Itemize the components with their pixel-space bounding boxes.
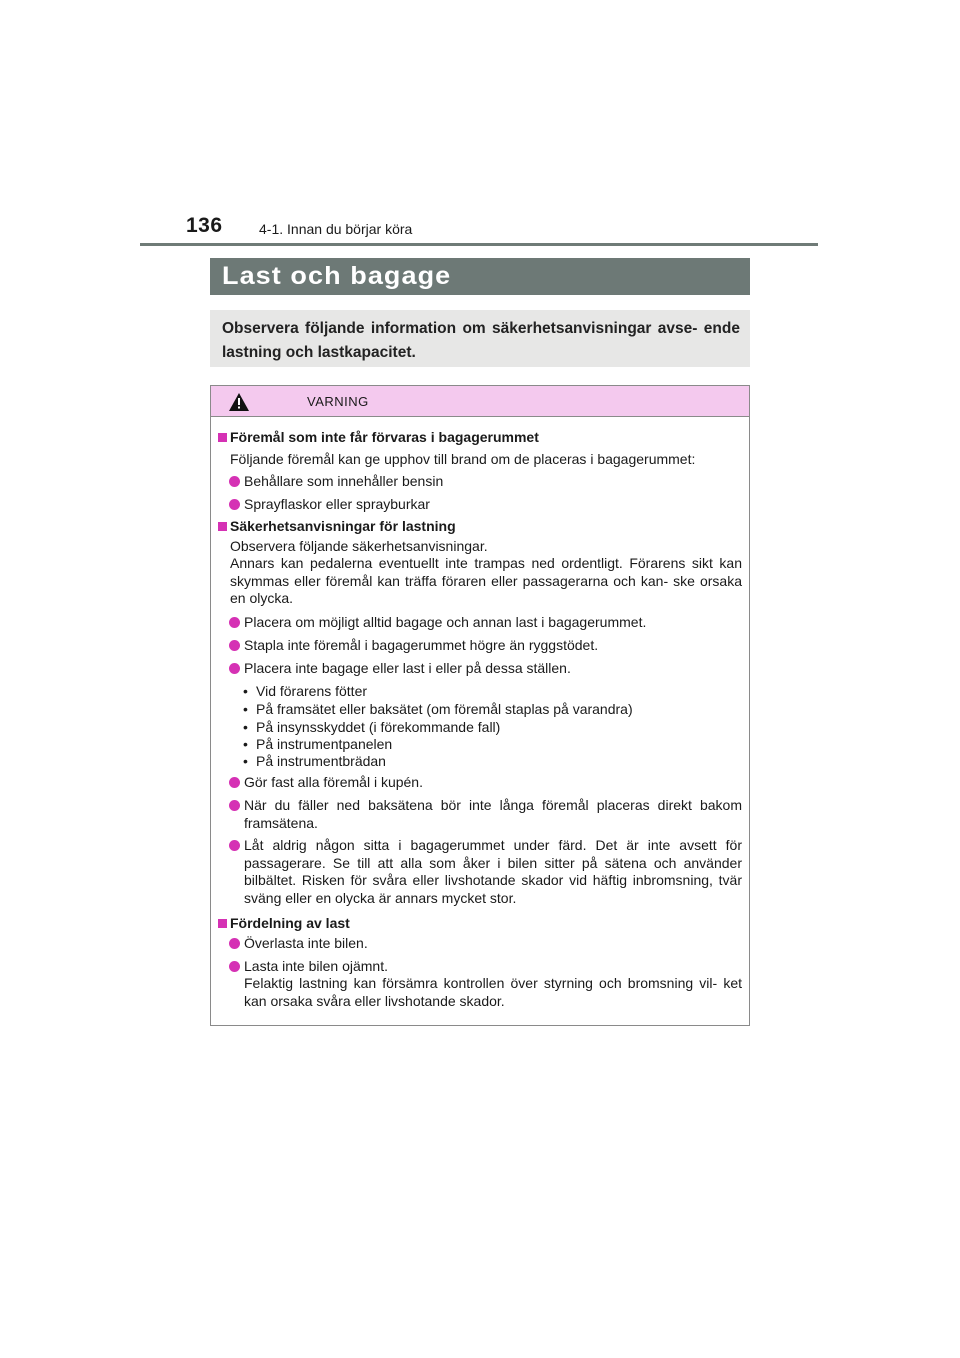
intro-box: [210, 310, 750, 367]
round-bullet-icon: [229, 938, 240, 949]
list-item: Låt aldrig någon sitta i bagagerummet under färd. Det är inte avsett för passagerare. Se till att alla som åker i bilen sitter på sätena och använder bilbältet. Risken för svåra eller livshotande skador vid häftig inbromsning, tvär sväng eller en olycka är annars mycket stor.: [244, 837, 742, 906]
section-heading: Föremål som inte får förvaras i bagagerummet: [230, 429, 539, 445]
list-item: Behållare som innehåller bensin: [244, 473, 444, 489]
section-paragraph: Felaktig lastning kan försämra kontrollen över styrning och bromsning vil- ket kan orsaka svåra eller livshotande skador.: [244, 975, 742, 1009]
list-item: Överlasta inte bilen.: [244, 935, 368, 951]
section-title-bar: [210, 258, 750, 295]
list-item: När du fäller ned baksätena bör inte långa föremål placeras direkt bakom framsätena.: [244, 797, 742, 831]
sub-list-item: På insynsskyddet (i förekommande fall): [256, 719, 501, 735]
warning-box: [210, 385, 750, 1026]
list-item: Placera om möjligt alltid bagage och annan last i bagagerummet.: [244, 614, 647, 630]
list-item: Lasta inte bilen ojämnt.: [244, 958, 388, 974]
round-bullet-icon: [229, 961, 240, 972]
round-bullet-icon: [229, 617, 240, 628]
section-heading: Fördelning av last: [230, 915, 350, 931]
warning-label: VARNING: [307, 394, 369, 409]
list-item: Stapla inte föremål i bagagerummet högre än ryggstödet.: [244, 637, 599, 653]
sub-bullet-icon: •: [243, 753, 248, 769]
list-item: Placera inte bagage eller last i eller på dessa ställen.: [244, 660, 571, 676]
sub-bullet-icon: •: [243, 719, 248, 735]
section-text: Observera följande säkerhetsanvisningar.: [230, 538, 488, 554]
round-bullet-icon: [229, 499, 240, 510]
round-bullet-icon: [229, 640, 240, 651]
section-text: Följande föremål kan ge upphov till brand om de placeras i bagagerummet:: [230, 451, 696, 467]
section-paragraph: Annars kan pedalerna eventuellt inte trampas ned ordentligt. Förarens sikt kan skymmas eller föremål kan träffa föraren eller passagerarna och kan- ske orsaka en olycka.: [230, 555, 742, 606]
page-number: 136: [186, 214, 223, 237]
warning-triangle-icon: [229, 393, 249, 411]
round-bullet-icon: [229, 777, 240, 788]
breadcrumb: 4-1. Innan du börjar köra: [259, 221, 413, 237]
sub-bullet-icon: •: [243, 701, 248, 717]
sub-list-item: Vid förarens fötter: [256, 683, 368, 699]
square-bullet-icon: [218, 522, 227, 531]
section-heading: Säkerhetsanvisningar för lastning: [230, 518, 456, 534]
round-bullet-icon: [229, 840, 240, 851]
warning-header: [211, 386, 749, 417]
sub-bullet-icon: •: [243, 736, 248, 752]
round-bullet-icon: [229, 476, 240, 487]
sub-list-item: På instrumentpanelen: [256, 736, 393, 752]
page-title: Last och bagage: [222, 262, 452, 290]
square-bullet-icon: [218, 919, 227, 928]
warning-body: [211, 417, 749, 1025]
square-bullet-icon: [218, 433, 227, 442]
round-bullet-icon: [229, 800, 240, 811]
header-rule: [140, 243, 818, 246]
sub-list-item: På instrumentbrädan: [256, 753, 386, 769]
list-item: Gör fast alla föremål i kupén.: [244, 774, 423, 790]
sub-list-item: På framsätet eller baksätet (om föremål staplas på varandra): [256, 701, 633, 717]
intro-text: Observera följande information om säkerhetsanvisningar avse- ende lastning och lastkapacitet.: [222, 320, 740, 361]
round-bullet-icon: [229, 663, 240, 674]
list-item: Sprayflaskor eller sprayburkar: [244, 496, 430, 512]
sub-bullet-icon: •: [243, 683, 248, 699]
